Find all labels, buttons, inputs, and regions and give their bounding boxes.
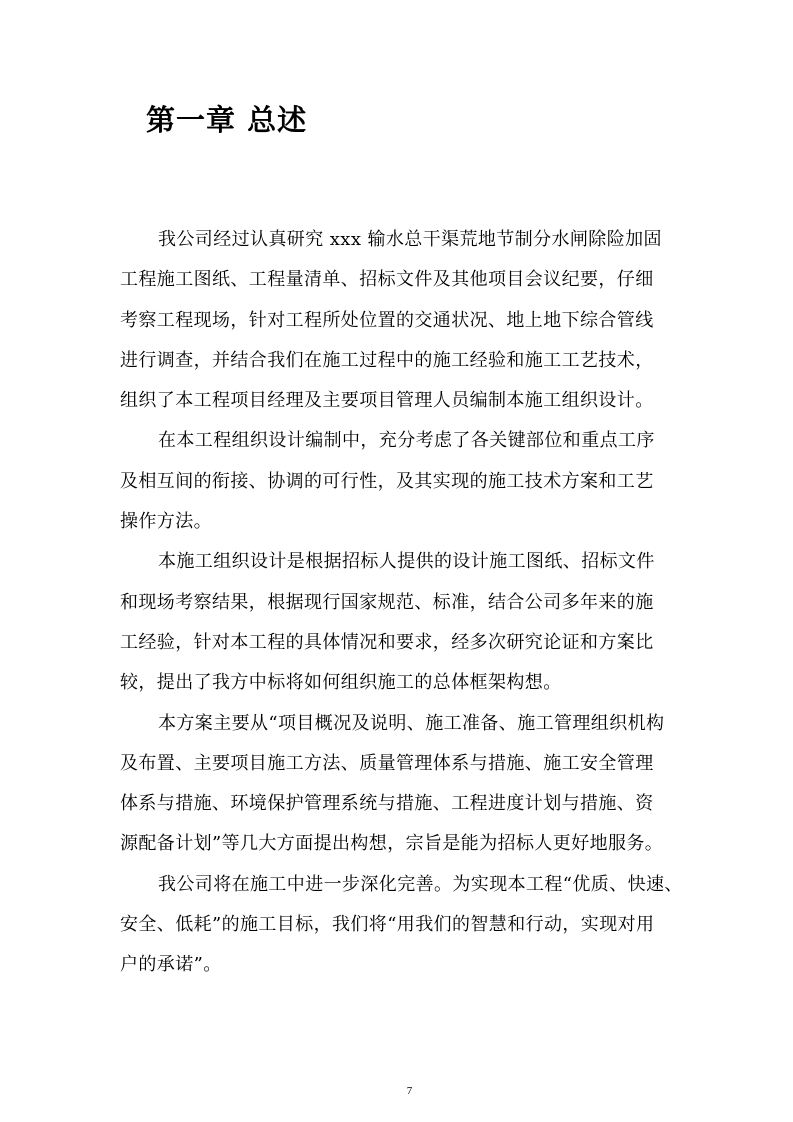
paragraph-2-line-3: 操作方法。: [120, 511, 212, 533]
page-number: 7: [406, 1085, 413, 1097]
paragraph-4-line-4: 源配备计划”等几大方面提出构想，宗旨是能为招标人更好地服务。: [120, 833, 664, 855]
paragraph-1-line-1: 我公司经过认真研究 xxx 输水总干渠荒地节制分水闸除险加固: [158, 229, 662, 250]
paragraph-4-line-3: 体系与措施、环境保护管理系统与措施、工程进度计划与措施、资: [120, 793, 654, 815]
paragraph-5-line-3: 户的承诺”。: [120, 954, 222, 976]
paragraph-4-line-2: 及布置、主要项目施工方法、质量管理体系与措施、施工安全管理: [120, 752, 654, 774]
paragraph-2-line-2: 及相互间的衔接、协调的可行性，及其实现的施工技术方案和工艺: [120, 470, 654, 492]
paragraph-1-line-3: 考察工程现场，针对工程所处位置的交通状况、地上地下综合管线: [120, 309, 654, 331]
body-text: [120, 220, 683, 986]
paragraph-3-line-3: 工经验，针对本工程的具体情况和要求，经多次研究论证和方案比: [120, 631, 654, 653]
paragraph-3-line-2: 和现场考察结果，根据现行国家规范、标准，结合公司多年来的施: [120, 591, 654, 613]
paragraph-1-line-5: 组织了本工程项目经理及主要项目管理人员编制本施工组织设计。: [120, 390, 654, 412]
paragraph-5-line-2: 安全、低耗”的施工目标，我们将“用我们的智慧和行动，实现对用: [120, 914, 655, 936]
paragraph-2-line-1: 在本工程组织设计编制中，充分考虑了各关键部位和重点工序: [158, 430, 655, 452]
paragraph-5-line-1: 我公司将在施工中进一步深化完善。为实现本工程“优质、快速、: [158, 873, 683, 895]
paragraph-1-line-2: 工程施工图纸、工程量清单、招标文件及其他项目会议纪要，仔细: [120, 269, 654, 291]
paragraph-4-line-1: 本方案主要从“项目概况及说明、施工准备、施工管理组织机构: [158, 712, 665, 734]
paragraph-1-line-4: 进行调查，并结合我们在施工过程中的施工经验和施工工艺技术，: [120, 349, 654, 371]
paragraph-3-line-1: 本施工组织设计是根据招标人提供的设计施工图纸、招标文件: [158, 551, 655, 573]
chapter-title: 第一章 总述: [146, 103, 308, 137]
paragraph-3-line-4: 较，提出了我方中标将如何组织施工的总体框架构想。: [120, 672, 562, 694]
